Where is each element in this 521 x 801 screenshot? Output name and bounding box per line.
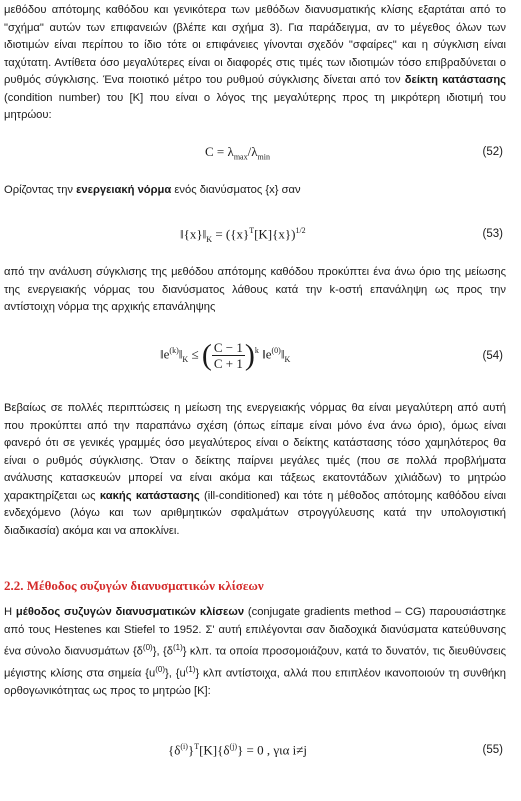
equation-number: (52): [482, 146, 503, 158]
equation-54: $‖e^{(k)}‖_K$ ≤ ( $\frac{C - 1}{C + 1}$ )$^k$ $‖e^{(0)}‖_K$ (54): [160, 338, 503, 372]
bold-term-ill-conditioned: κακής κατάστασης: [99, 489, 200, 502]
paragraph-energy-norm: Ορίζοντας την ενεργειακή νόρμα ενός διανύσματος {x} σαν: [4, 184, 301, 196]
paragraph-convergence: [4, 2, 506, 125]
paragraph-upper-bound: από την ανάλυση σύγκλισης της μεθόδου απότομης καθόδου προκύπτει ένα άνω όριο της μείωσης της ενεργειακής νόρμας του διανύσματος λάθους κατά την k-οστή επανάληψη ως προς την αντίστοιχη νόρμα της αρχικής επανάληψης: [4, 266, 506, 313]
bold-term-conjugate-gradients: μέθοδος συζυγών διανυσματικών κλίσεων: [15, 606, 245, 618]
paragraph-ill-conditioned: Βεβαίως σε πολλές περιπτώσεις η μείωση της ενεργειακής νόρμας θα είναι μεγαλύτερη από αυτή που προκύπτει από την παραπάνω σχέση (όπως είπαμε είναι μόνο ένα άνω όριο), όμως είναι φανερό ότι σε γενικές γραμμές όσο μεγαλύτερος είναι ο δείκτης κατάστασης τόσο χαμηλότερος θα είναι ο ρυθμός σύγκλισης. Όταν ο δείκτης παίρνει μεγάλες τιμές (που σε πολλά προβλήματα ανάλυσης κατασκευών μπορεί να είναι ακόμα και τάξεως εκατοντάδων χιλιάδων) το μητρώο χαρακτηρίζεται ως κακής κατάστασης (ill-conditioned) και τότε η μέθοδος απότομης καθόδου είναι ενδεχόμενο (λόγω και των αριθμητικών σφαλμάτων στρογγύλευσης κατά την υπολογιστική διαδικασία) ακόμα και να αποκλίνει.: [4, 402, 507, 537]
equation-number: (54): [482, 350, 503, 362]
equation-52: $C = \lambda_{max}/\lambda_{min}$ (52): [205, 144, 503, 162]
bold-term-energy-norm: ενεργειακή νόρμα: [76, 184, 172, 196]
equation-number: (55): [482, 744, 503, 756]
paragraph-conjugate-gradients: Η μέθοδος συζυγών διανυσματικών κλίσεων (conjugate gradients method – CG) παρουσιάστηκε από τους Hestenes και Stiefel το 1952. Σ' αυτή επιλέγονται σαν διαδοχικά διανύσματα κατεύθυνσης ένα σύνολο διανυσμάτων $\{\delta^{(0)}\}$, $\{\delta^{(1)}\}$ κλπ. τα οποία προσομοιάζουν, κατά το δυνατόν, τις διευθύνσεις μέγιστης κλίσης στα σημεία $\{u^{(0)}\}$, $\{u^{(1)}\}$ κλπ αντίστοιχα, αλλά που επιπλέον ικανοποιούν τη συνθήκη ορθογωνικότητας ως προς το μητρώο [K]:: [4, 606, 507, 698]
equation-number: (53): [482, 228, 503, 240]
section-heading: 2.2. Μέθοδος συζυγών διανυσματικών κλίσεων: [4, 578, 264, 593]
paragraph-text: (condition number) του [K] που είναι ο λόγος της μεγαλύτερης προς τη μικρότερη ιδιοτιμή του μητρώου:: [4, 91, 506, 121]
paragraph-text: μεθόδου απότομης καθόδου και γενικότερα των μεθόδων διανυσματικής κλίσης εξαρτάται από το "σχήμα" αυτών των επιφανειών (βλέπε και σχήμα 3). Για παράδειγμα, αν το μέγεθος όλων των ιδιοτιμών είναι περίπου το ίδιο τότε οι επιφάνειες γίνονται σχεδόν "σφαίρες" και η σύγκλιση είναι ταχύτατη. Αντίθετα όσο μεγαλύτερες είναι οι διαφορές στις τιμές των ιδιοτιμών τόσο επιβραδύνεται ο ρυθμός σύγκλισης. Ένα ποιοτικό μέτρο του ρυθμού σύγκλισης δίνεται από τον: [4, 4, 506, 86]
bold-term-condition-number: δείκτη κατάστασης: [404, 74, 506, 86]
equation-55: $\{\delta^{(i)}\}^T[K]\{\delta^{(j)}\} = 0$ , για i≠j (55): [168, 742, 503, 758]
equation-53: $‖\{x\}‖_K = (\{x\}^T[K]\{x\})^{1/2}$ (53): [180, 226, 503, 244]
